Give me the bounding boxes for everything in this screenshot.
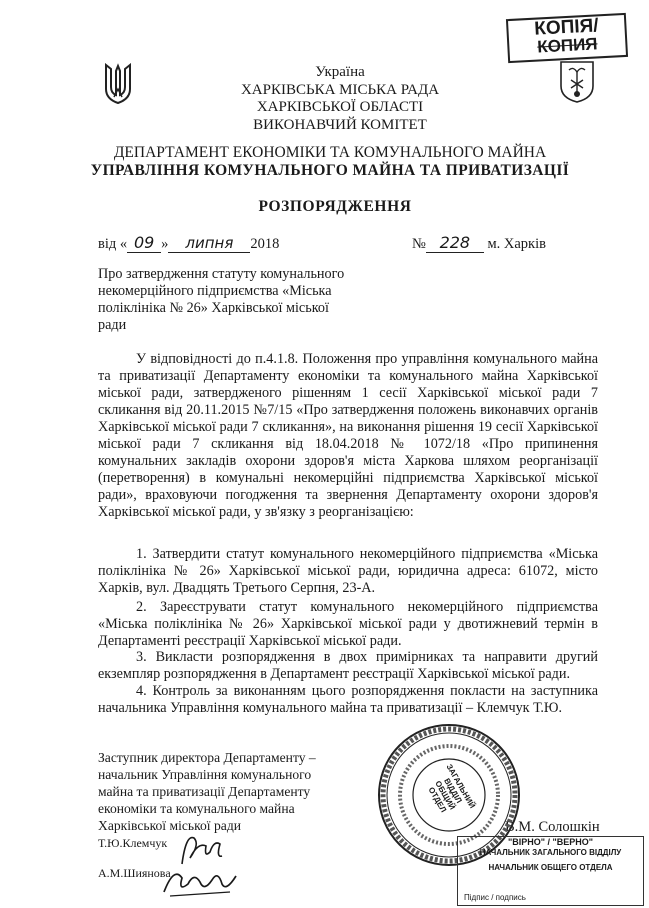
city-emblem-icon [559,60,595,104]
approver-1: Т.Ю.Клемчук [98,836,168,850]
round-stamp-center: ЗАГАЛЬНИЙ ВІДДІЛ ОБЩИЙ ОТДЕЛ [426,762,477,814]
signature-block [98,749,316,834]
doc-title: РОЗПОРЯДЖЕННЯ [258,198,412,215]
body-item-2: 2. Зареєструвати статут комунального некомерційного підприємства «Міська поліклініка № 26» Харківської міської ради у двотижневий термін в Департаменті реєстрації Харківської міської ради. [98,599,598,649]
subject-line: некомерційного підприємства «Міська [98,283,332,299]
council-name: ХАРКІВСЬКА МІСЬКА РАДА [240,81,440,98]
signature-line: Харківської міської ради [98,818,242,833]
trident-emblem-icon [103,63,133,105]
doc-number [412,233,546,253]
signature-line: начальник Управління комунального [98,767,312,782]
verify-stamp-line4: Підпис / подпись [464,893,526,902]
doc-subject [98,266,344,334]
copy-stamp-line1: КОПІЯ/ [533,15,600,40]
number-prefix: № [412,236,426,252]
date-month: липня [168,234,250,253]
signature-line: майна та приватизації Департаменту [98,784,311,799]
copy-stamp-line2: КОПИЯ [536,34,598,57]
subject-line: поліклініка № 26» Харківської міської [98,300,329,316]
subject-line: Про затвердження статуту комунального [98,266,345,282]
committee-name: ВИКОНАВЧИЙ КОМІТЕТ [253,116,427,133]
doc-date [98,233,279,253]
date-day: 09 [127,233,161,253]
body-item-1: 1. Затвердити статут комунального некомерційного підприємства «Міська поліклініка № 26» Харківської міської ради, юридична адреса: 61072, місто Харків, вул. Двадцять Третього Серпня, 23-А. [98,546,598,596]
letterhead [140,64,540,134]
signature-line: економіки та комунального майна [98,801,295,816]
subject-line: ради [98,317,127,333]
signer-name: В.М. Солошкін [505,819,600,835]
number-value: 228 [426,233,484,253]
body-item-4: 4. Контроль за виконанням цього розпорядження покласти на заступника начальника Управління комунального майна та приватизації – Клемчук Т.Ю. [98,683,598,716]
approver-2: А.М.Шиянова [98,866,171,880]
handwritten-signature-2 [160,862,242,902]
country-name: Україна [315,64,365,80]
body-intro: У відповідності до п.4.1.8. Положення про управління комунального майна та приватизації Департаменту економіки та комунального майна Харківської міської ради, затвердженого рішенням 1 сесії Харківської міської ради 7 скликання від 20.11.2015 №7/15 «Про затвердження положень виконавчих органів Харківської міської ради 7 скликання», на виконання рішення 19 сесії Харківської міської ради 7 скликання від 18.04.2018 № 1072/18 «Про припинення комунальних закладів охорони здоров'я міста Харкова шляхом реорганізації (перетворення) в комунальні некомерційні підприємства Харківської міської ради», враховуючи погодження та звернення Департаменту охорони здоров'я Харківської міської ради, у зв'язку з реорганізацією: [98,351,598,520]
date-prefix: від « [98,236,128,252]
verify-stamp [457,836,644,906]
verify-stamp-line2: НАЧАЛЬНИК ЗАГАЛЬНОГО ВІДДІЛУ [479,848,622,857]
body-item-3: 3. Викласти розпорядження в двох примірниках та направити другий екземпляр розпорядження в Департамент реєстрації Харківської міської ради. [98,649,598,682]
signature-line: Заступник директора Департаменту – [98,750,316,765]
copy-stamp [506,13,628,63]
office-name: УПРАВЛІННЯ КОМУНАЛЬНОГО МАЙНА ТА ПРИВАТИЗАЦІЇ [90,162,570,179]
date-year: 2018 [250,236,280,252]
verify-stamp-line3: НАЧАЛЬНИК ОБЩЕГО ОТДЕЛА [488,863,613,872]
department-name: ДЕПАРТАМЕНТ ЕКОНОМІКИ ТА КОМУНАЛЬНОГО МАЙНА [113,144,547,161]
date-mid: » [161,236,169,252]
verify-stamp-line1: "ВІРНО" / "ВЕРНО" [507,837,594,847]
city-name: м. Харків [487,236,546,252]
region-name: ХАРКІВСЬКОЇ ОБЛАСТІ [256,99,424,115]
